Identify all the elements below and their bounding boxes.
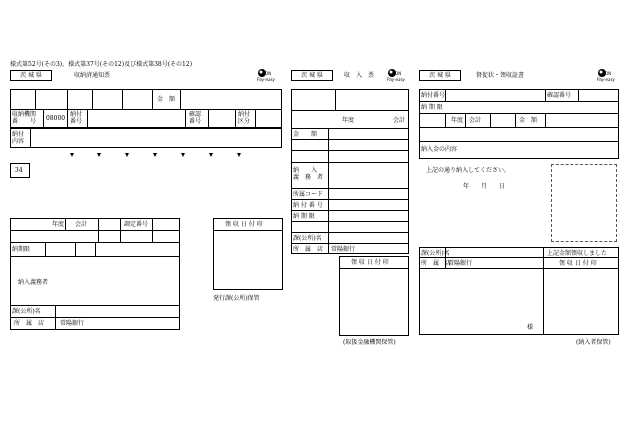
logo-text-middle: Pay-easy [387,77,405,82]
svg-text:ON: ON [395,71,402,76]
left-payer-label: 納入義務者 [18,279,49,286]
fold-marker [181,153,185,157]
left-title: 収納済通知票 [74,72,111,79]
right-sama: 様 [527,324,534,331]
right-amount-label: 金 額 [519,117,538,124]
left-stamp-label: 領 収 日 付 印 [225,221,263,228]
middle-bank: 常陽銀行 [331,246,356,253]
middle-keep-note: (取扱金融機関保管) [343,339,396,346]
middle-year-label: 年度 [342,117,355,124]
middle-branch-label: 所 属 店 [293,246,324,253]
left-branch-label: 所 属 店 [14,320,45,327]
logo-text-left: Pay-easy [257,77,275,82]
middle-office-label: 課(公所)名 [293,235,322,242]
fold-marker [97,153,101,157]
right-keep-note: (納入者保管) [576,339,611,346]
fold-marker [209,153,213,157]
right-title: 督促状・領収証書 [476,72,525,79]
left-assessment-no-label: 調定番号 [124,221,149,228]
right-prefecture-box: 茨 城 県 [419,70,461,81]
left-payment-content-row [10,128,282,148]
middle-stamp-label: 領 収 日 付 印 [351,259,389,266]
middle-payment-no-label: 納 付 番 号 [293,202,323,209]
left-stamp-box [213,218,283,290]
right-office-label: 課(公所)名 [421,250,450,257]
right-content-label: 納入金の内容 [421,146,458,153]
left-code: 34 [15,167,23,174]
right-year-label: 年度 [451,117,464,124]
left-agency-no-label: 収納機関 番 号 [12,111,37,125]
fold-marker [237,153,241,157]
middle-account-label: 会計 [393,117,406,124]
left-confirm-no-label: 確認 番号 [189,111,202,125]
right-stamp-label: 領 収 日 付 印 [559,260,597,267]
svg-text:ON: ON [265,71,272,76]
right-due-label: 納 期 限 [421,104,443,111]
left-bank: 常陽銀行 [60,320,85,327]
left-payment-content-label: 納付 内容 [12,131,25,145]
right-seal-area [551,164,617,242]
right-branch-label: 所 属 店 [421,260,452,267]
right-received-note: 上記金額領収しました [547,250,608,257]
fold-marker [125,153,129,157]
middle-title: 収 入 票 [344,72,375,79]
left-amount-label: 金 額 [157,96,176,103]
left-payment-div-label: 納付 区分 [238,111,251,125]
pay-easy-logo-middle [386,68,408,82]
left-account-label: 会計 [75,221,88,228]
right-date: 年 月 日 [463,183,506,190]
left-prefecture-box: 茨 城 県 [10,70,52,81]
left-payment-no-label: 納付 番号 [70,111,83,125]
right-account-label: 会計 [469,117,482,124]
middle-office-code-label: 所属コード [293,191,324,198]
middle-due-label: 納 期 限 [293,213,315,220]
form-number-header: 様式第52号(その3)、様式第37号(その12)及び様式第38号(その12) [10,61,193,68]
right-payment-no-label: 納付番号 [421,92,446,99]
middle-payer-label: 納 入 義 務 者 [293,167,324,181]
middle-amount-label: 金 額 [293,131,318,138]
fold-marker [70,153,74,157]
left-office-label: 課(公所)名 [12,308,41,315]
logo-text-right: Pay-easy [597,77,615,82]
pay-easy-logo-left [256,68,278,82]
pay-easy-logo-right [596,68,618,82]
left-keep-note: 発行課(公所)保管 [213,295,260,302]
right-notice: 上記の通り納入してください。 [426,167,511,174]
left-due-label: 納期限 [12,246,31,253]
svg-text:ON: ON [605,71,612,76]
right-confirm-no-label: 確認番号 [547,92,572,99]
middle-prefecture-box: 茨 城 県 [291,70,333,81]
right-bank: 常陽銀行 [448,260,473,267]
left-year-label: 年度 [52,221,65,228]
fold-marker [153,153,157,157]
left-agency-no: 08000 [46,115,66,122]
